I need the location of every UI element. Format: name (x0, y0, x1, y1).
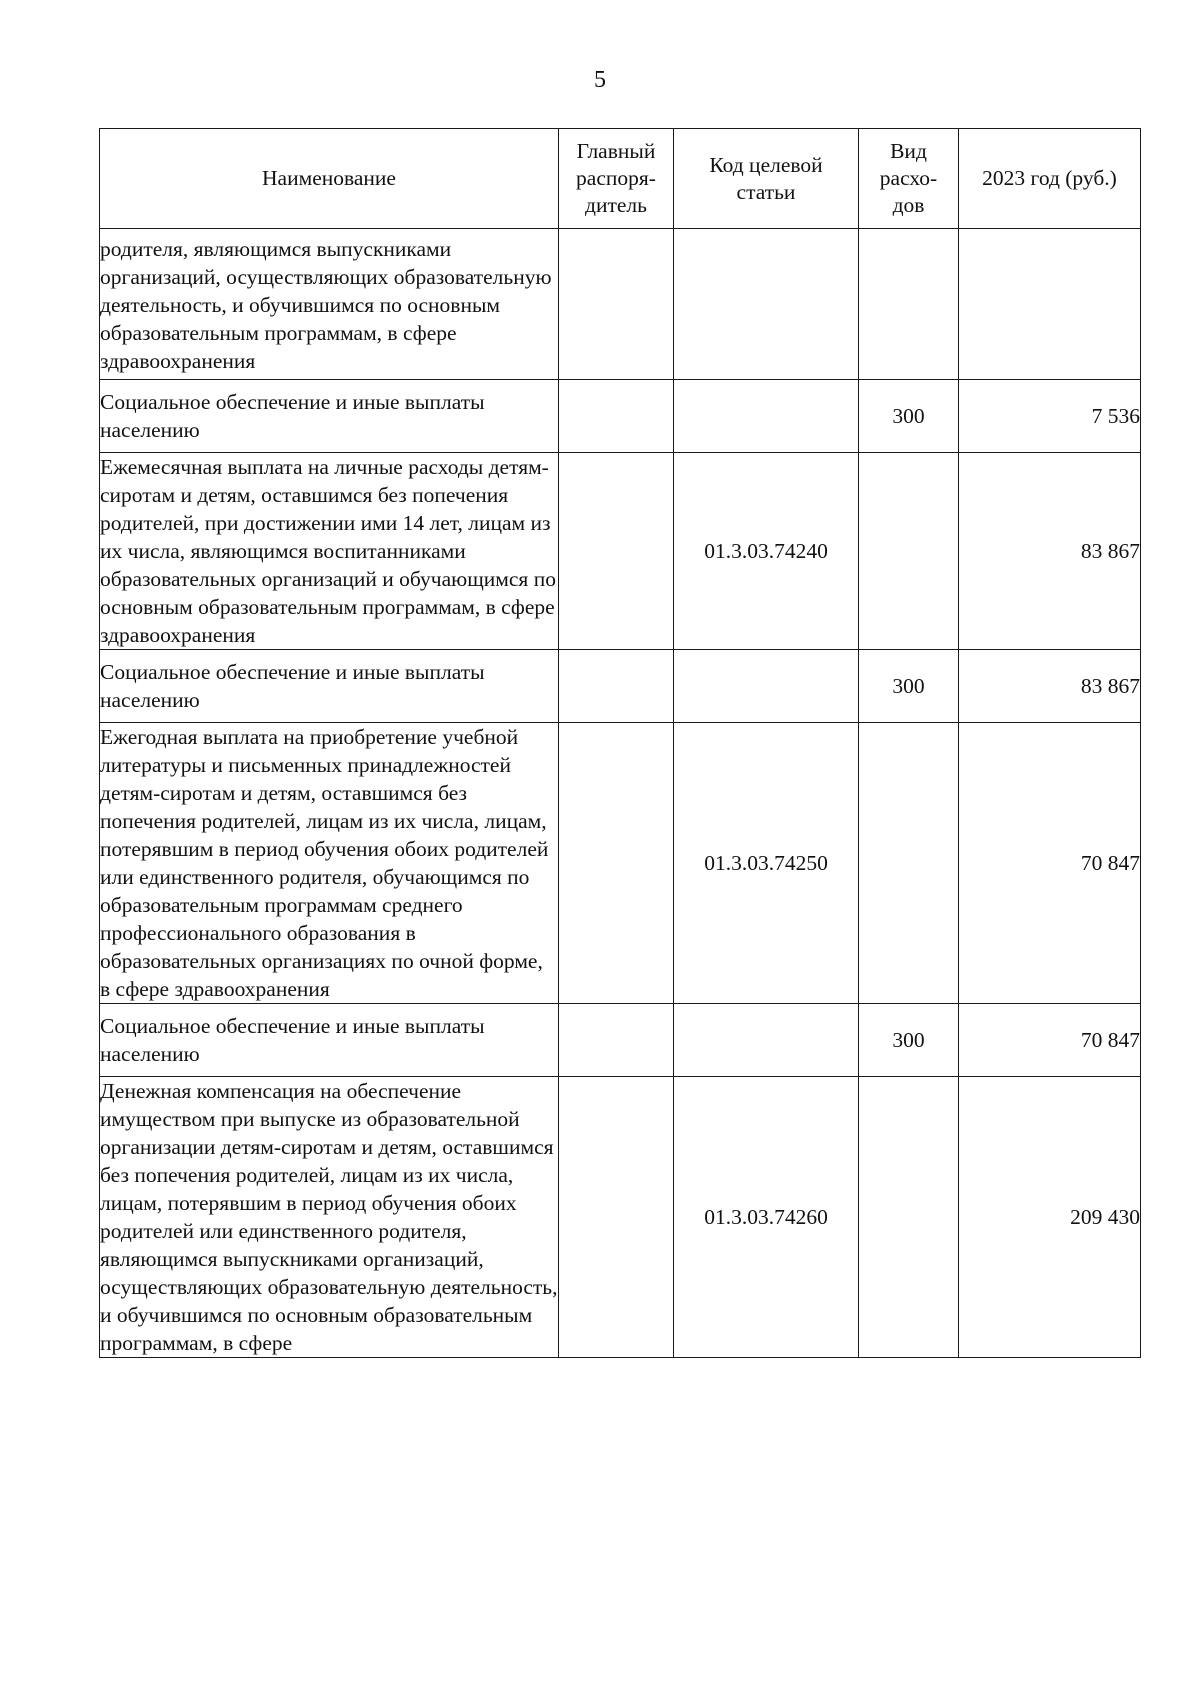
page-number: 5 (594, 67, 606, 93)
row-name: Социальное обеспечение и иные выплаты населению (100, 380, 559, 453)
row-name: Социальное обеспечение и иные выплаты населению (100, 1004, 559, 1077)
row-expense-type (859, 229, 959, 380)
row-name: Денежная компенсация на обеспечение имуществом при выпуске из образовательной организации детям-сиротам и детям, оставшимся без попечения родителей, лицам из их числа, лицам, потерявшим в период обучения обоих родителей или единственного родителя, являющимся выпускниками организаций, осуществляющих образовательную деятельность, и обучившимся по основным образовательным программам, в сфере (100, 1077, 559, 1358)
row-manager (559, 723, 674, 1004)
budget-table (99, 128, 1141, 1358)
header-expense-type: Вид расхо-дов (859, 129, 959, 229)
table-body (100, 229, 1141, 1358)
row-code (674, 380, 859, 453)
row-expense-type (859, 1077, 959, 1358)
table-row (100, 453, 1141, 650)
row-amount: 70 847 (959, 1004, 1141, 1077)
row-manager (559, 229, 674, 380)
table-row (100, 650, 1141, 723)
header-code: Код целевой статьи (674, 129, 859, 229)
row-name: Ежемесячная выплата на личные расходы детям-сиротам и детям, оставшимся без попечения родителей, при достижении ими 14 лет, лицам из их числа, являющимся воспитанниками образовательных организаций и обучающимся по основным образовательным программам, в сфере здравоохранения (100, 453, 559, 650)
row-code (674, 1004, 859, 1077)
row-amount: 83 867 (959, 650, 1141, 723)
table-row (100, 380, 1141, 453)
table-row (100, 1077, 1141, 1358)
header-row (100, 129, 1141, 229)
row-expense-type: 300 (859, 1004, 959, 1077)
row-code: 01.3.03.74240 (674, 453, 859, 650)
row-name: родителя, являющимся выпускниками организаций, осуществляющих образовательную деятельность, и обучившимся по основным образовательным программам, в сфере здравоохранения (100, 229, 559, 380)
row-amount (959, 229, 1141, 380)
row-manager (559, 650, 674, 723)
row-amount: 209 430 (959, 1077, 1141, 1358)
row-manager (559, 1004, 674, 1077)
row-manager (559, 453, 674, 650)
row-manager (559, 1077, 674, 1358)
row-expense-type: 300 (859, 650, 959, 723)
header-name: Наименование (100, 129, 559, 229)
row-code (674, 650, 859, 723)
row-name: Социальное обеспечение и иные выплаты населению (100, 650, 559, 723)
row-expense-type: 300 (859, 380, 959, 453)
table-row (100, 723, 1141, 1004)
row-code: 01.3.03.74260 (674, 1077, 859, 1358)
row-amount: 7 536 (959, 380, 1141, 453)
table-row (100, 1004, 1141, 1077)
row-code (674, 229, 859, 380)
row-code: 01.3.03.74250 (674, 723, 859, 1004)
row-amount: 83 867 (959, 453, 1141, 650)
table-row (100, 229, 1141, 380)
header-amount: 2023 год (руб.) (959, 129, 1141, 229)
header-manager: Главный распоря-дитель (559, 129, 674, 229)
row-expense-type (859, 453, 959, 650)
row-amount: 70 847 (959, 723, 1141, 1004)
table-header (100, 129, 1141, 229)
row-name: Ежегодная выплата на приобретение учебной литературы и письменных принадлежностей детям-сиротам и детям, оставшимся без попечения родителей, лицам из их числа, лицам, потерявшим в период обучения обоих родителей или единственного родителя, обучающимся по образовательным программам среднего профессионального образования в образовательных организациях по очной форме, в сфере здравоохранения (100, 723, 559, 1004)
row-expense-type (859, 723, 959, 1004)
row-manager (559, 380, 674, 453)
